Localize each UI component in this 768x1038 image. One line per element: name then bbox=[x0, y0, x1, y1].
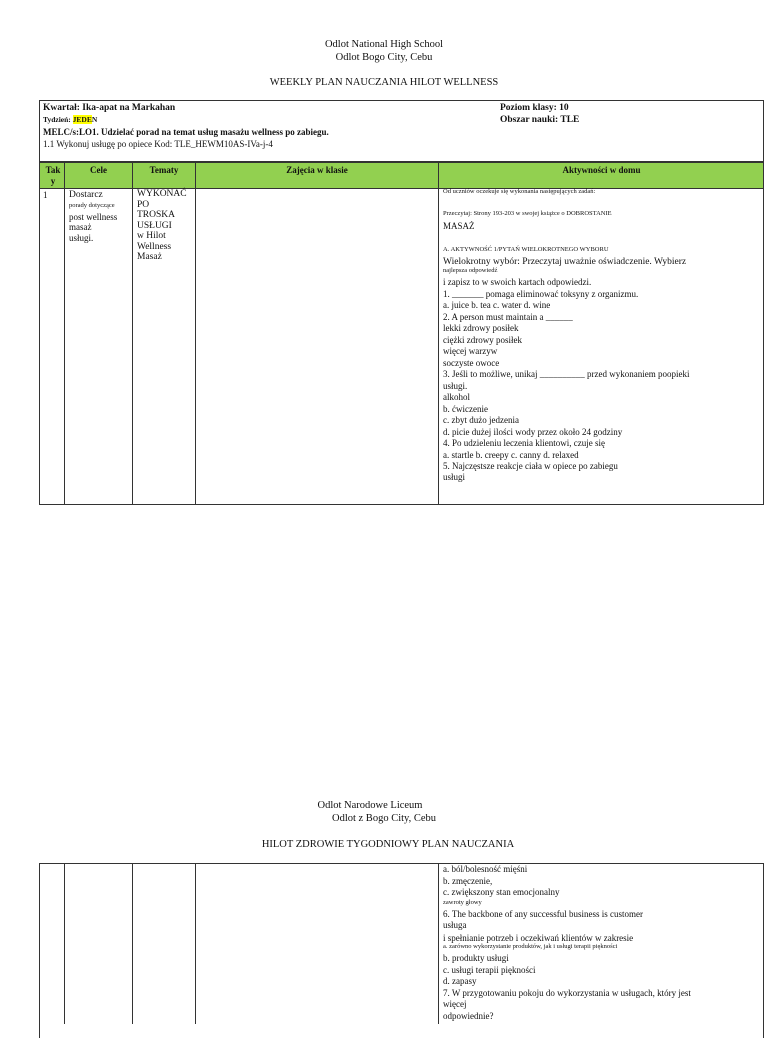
home-line: a. startle b. creepy c. canny d. relaxed bbox=[443, 449, 579, 460]
home-line: usługi bbox=[443, 471, 466, 482]
col-header-day: Tak y bbox=[45, 165, 61, 186]
home-line: c. zbyt dużo jedzenia bbox=[443, 415, 519, 425]
home-line: A. AKTYWNOŚĆ 1/PYTAŃ WIELOKROTNEGO WYBORU bbox=[443, 245, 609, 253]
home-activities-cell bbox=[443, 188, 761, 482]
topics-cell bbox=[137, 189, 195, 263]
topics-line: Masaż bbox=[137, 252, 162, 262]
col-divider bbox=[195, 863, 196, 1024]
home-line: alkohol bbox=[443, 392, 470, 402]
col-header-goals: Cele bbox=[90, 165, 107, 175]
home-line: i spełnianie potrzeb i oczekiwań klientów w zakresie bbox=[443, 932, 634, 943]
home-line: 7. W przygotowaniu pokoju do wykorzystania w usługach, który jest bbox=[443, 987, 691, 998]
goals-line: Dostarcz bbox=[69, 190, 103, 200]
home-line: 1. _______ pomaga eliminować toksyny z organizmu. bbox=[443, 288, 639, 299]
home-line: Wielokrotny wybór: Przeczytaj uważnie oświadczenie. Wybierz bbox=[443, 256, 687, 267]
page-title: WEEKLY PLAN NAUCZANIA HILOT WELLNESS bbox=[269, 77, 499, 88]
col-divider bbox=[132, 162, 133, 505]
quarter-label: Kwartał: Ika-apat na Markahan bbox=[43, 103, 176, 113]
home-line: 5. Najczęstsze reakcje ciała w opiece po zabiegu bbox=[443, 461, 618, 471]
goals-line: post wellness bbox=[69, 211, 118, 222]
home-line: najlepsza odpowiedź bbox=[443, 267, 498, 274]
home-activities-cell-2 bbox=[443, 864, 761, 1021]
col-header-topics: Tematy bbox=[149, 165, 179, 175]
goals-cell bbox=[69, 190, 131, 243]
home-line: MASAŻ bbox=[443, 221, 475, 231]
page-title-2: HILOT ZDROWIE TYGODNIOWY PLAN NAUCZANIA bbox=[261, 839, 515, 850]
col-divider bbox=[132, 863, 133, 1024]
topics-line: USŁUGI bbox=[137, 220, 172, 231]
school-name: Odlot National High School bbox=[324, 39, 444, 50]
home-line: i zapisz to w swoich kartach odpowiedzi. bbox=[443, 277, 592, 287]
home-line: 3. Jeśli to możliwe, unikaj __________ przed wykonaniem poopieki bbox=[443, 369, 690, 379]
topics-line: TROSKA bbox=[137, 210, 176, 220]
home-line: więcej bbox=[443, 999, 467, 1009]
home-line: d. zapasy bbox=[443, 976, 477, 986]
home-line: więcej warzyw bbox=[443, 346, 498, 356]
home-line: b. produkty usługi bbox=[443, 953, 509, 963]
col-header-home-activities: Aktywności w domu bbox=[562, 165, 641, 175]
home-line: 4. Po udzieleniu leczenia klientowi, czuje się bbox=[443, 438, 605, 448]
code-text: 1.1 Wykonuj usługę po opiece Kod: TLE_HEWM10AS-IVa-j-4 bbox=[43, 139, 273, 149]
topics-line: Wellness bbox=[137, 241, 172, 252]
home-line: usługi. bbox=[443, 380, 468, 391]
melc-text: MELC/s:LO1. Udzielać porad na temat usług masażu wellness po zabiegu. bbox=[43, 127, 329, 137]
goals-line: porady dotyczące bbox=[69, 201, 115, 209]
home-line: soczyste owoce bbox=[443, 357, 500, 368]
home-line: lekki zdrowy posiłek bbox=[443, 323, 519, 333]
goals-line: masaż bbox=[69, 222, 92, 232]
week-value-highlight: JEDE bbox=[72, 115, 92, 124]
home-line: a. ból/bolesność mięśni bbox=[443, 864, 528, 874]
home-line: b. ćwiczenie bbox=[443, 403, 488, 414]
home-line: ciężki zdrowy posiłek bbox=[443, 334, 522, 345]
grade-level: Poziom klasy: 10 bbox=[500, 103, 569, 113]
home-line: d. picie dużej ilości wody przez około 24 godziny bbox=[443, 426, 623, 437]
home-line: 6. The backbone of any successful business is customer bbox=[443, 908, 644, 919]
subject-area: Obszar nauki: TLE bbox=[500, 115, 580, 125]
home-line: 2. A person must maintain a ______ bbox=[443, 311, 573, 322]
week-label: Tydzień: JEDEN bbox=[43, 115, 98, 124]
topics-line: PO bbox=[137, 199, 150, 210]
home-line: zawroty głowy bbox=[443, 898, 482, 906]
home-line: a. juice b. tea c. water d. wine bbox=[443, 300, 551, 310]
col-divider bbox=[195, 162, 196, 505]
col-divider bbox=[438, 863, 439, 1024]
col-divider bbox=[438, 162, 439, 505]
home-line: usługa bbox=[443, 920, 467, 930]
home-line: b. zmęczenie, bbox=[443, 875, 493, 886]
home-spacer bbox=[443, 196, 761, 210]
topics-line: w Hilot bbox=[137, 231, 166, 241]
school-city: Odlot Bogo City, Cebu bbox=[335, 52, 433, 63]
home-spacer bbox=[443, 232, 761, 246]
goals-line: usługi. bbox=[69, 232, 94, 243]
day-number: 1 bbox=[43, 190, 48, 200]
col-divider bbox=[64, 863, 65, 1024]
home-line: a. zarówno wykorzystanie produktów, jak i usługi terapii piękności bbox=[443, 943, 618, 950]
home-line: Od uczniów oczekuje się wykonania następujących zadań: bbox=[443, 188, 596, 195]
col-divider bbox=[64, 162, 65, 505]
school-name-2: Odlot Narodowe Liceum bbox=[317, 800, 423, 811]
home-line: c. zwiększony stan emocjonalny bbox=[443, 887, 560, 897]
home-line: Przeczytaj: Strony 193-203 w swojej książce o DOBROSTANIE bbox=[443, 210, 612, 217]
topics-line: WYKONAĆ bbox=[137, 189, 187, 199]
col-header-class-activities: Zajęcia w klasie bbox=[286, 165, 348, 175]
home-line: c. usługi terapii piękności bbox=[443, 964, 536, 975]
school-city-2: Odlot z Bogo City, Cebu bbox=[331, 813, 437, 824]
home-line: odpowiednie? bbox=[443, 1010, 494, 1021]
